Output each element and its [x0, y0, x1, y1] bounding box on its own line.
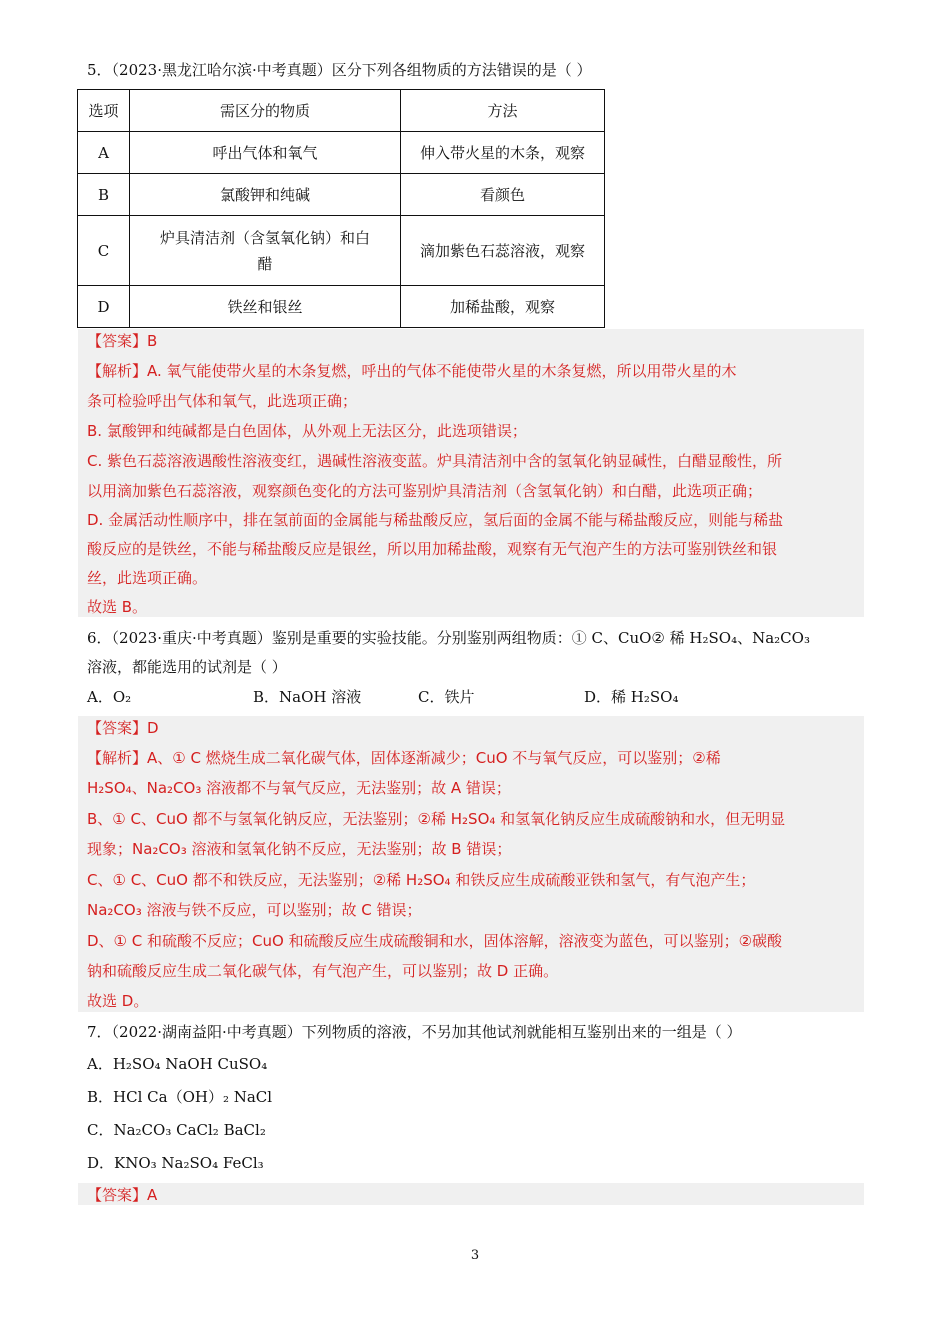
table-row: [78, 174, 605, 216]
q5-analysis-line: D. 金属活动性顺序中，排在氢前面的金属能与稀盐酸反应，氢后面的金属不能与稀盐酸反应，则能与稀盐: [87, 511, 784, 529]
q5-stem: 5．（2023·黑龙江哈尔滨·中考真题）区分下列各组物质的方法错误的是（ ）: [87, 61, 592, 79]
table-cell-substances: 铁丝和银丝: [130, 286, 401, 328]
table-header-option: 选项: [78, 90, 130, 132]
table-cell-method: 加稀盐酸，观察: [401, 286, 605, 328]
q5-analysis-line: 酸反应的是铁丝，不能与稀盐酸反应是银丝，所以用加稀盐酸，观察有无气泡产生的方法可鉴别铁丝和银: [87, 540, 778, 558]
q6-analysis-line: H₂SO₄、Na₂CO₃ 溶液都不与氧气反应，无法鉴别；故 A 错误；: [87, 779, 511, 797]
table-cell-substances: [130, 216, 401, 286]
q6-choice-a: A．O₂: [87, 688, 132, 706]
q6-choice-c: C．铁片: [418, 688, 475, 706]
table-cell-option: B: [78, 174, 130, 216]
q6-analysis-line: 钠和硫酸反应生成二氧化碳气体，有气泡产生，可以鉴别；故 D 正确。: [87, 962, 559, 980]
table-cell-method: 伸入带火星的木条，观察: [401, 132, 605, 174]
q6-answer: 【答案】D: [87, 719, 159, 737]
table-header-substances: 需区分的物质: [130, 90, 401, 132]
page-number: 3: [470, 1248, 480, 1263]
q6-stem-line1: 6．（2023·重庆·中考真题）鉴别是重要的实验技能。分别鉴别两组物质：① C、CuO② 稀 H₂SO₄、Na₂CO₃: [87, 629, 810, 647]
q6-analysis-conclusion: 故选 D。: [87, 992, 149, 1010]
table-row: [78, 286, 605, 328]
q6-analysis-line: 现象；Na₂CO₃ 溶液和氢氧化钠不反应，无法鉴别；故 B 错误；: [87, 840, 512, 858]
table-row: [78, 216, 605, 286]
q5-analysis-line: C. 紫色石蕊溶液遇酸性溶液变红，遇碱性溶液变蓝。炉具清洁剂中含的氢氧化钠显碱性，白醋显酸性，所: [87, 452, 783, 470]
q5-analysis-conclusion: 故选 B。: [87, 598, 148, 616]
q6-stem-line2: 溶液，都能选用的试剂是（ ）: [87, 658, 287, 676]
q6-analysis-line: Na₂CO₃ 溶液与铁不反应，可以鉴别；故 C 错误；: [87, 901, 422, 919]
table-cell-substances: 呼出气体和氧气: [130, 132, 401, 174]
q7-answer: 【答案】A: [87, 1186, 158, 1204]
q5-analysis-line: 【解析】A. 氧气能使带火星的木条复燃，呼出的气体不能使带火星的木条复燃，所以用带火星的木: [87, 362, 737, 380]
q6-analysis-line: D、① C 和硫酸不反应；CuO 和硫酸反应生成硫酸铜和水，固体溶解，溶液变为蓝色，可以鉴别；②碳酸: [87, 932, 783, 950]
table-cell-substances: 氯酸钾和纯碱: [130, 174, 401, 216]
q5-options-table: [77, 89, 605, 328]
q5-analysis-line: B. 氯酸钾和纯碱都是白色固体，从外观上无法区分，此选项错误；: [87, 422, 527, 440]
table-cell-substances-line1: 炉具清洁剂（含氢氧化钠）和白: [159, 228, 370, 247]
table-cell-substances-line2: 醋: [257, 254, 273, 273]
q5-answer: 【答案】B: [87, 332, 158, 350]
q5-analysis-line: 丝，此选项正确。: [87, 569, 208, 587]
table-cell-option: A: [78, 132, 130, 174]
table-row: [78, 132, 605, 174]
q6-analysis-line: B、① C、CuO 都不与氢氧化钠反应，无法鉴别；②稀 H₂SO₄ 和氢氧化钠反应生成硫酸钠和水，但无明显: [87, 810, 786, 828]
q6-choice-d: D．稀 H₂SO₄: [584, 688, 679, 706]
q7-stem: 7．（2022·湖南益阳·中考真题）下列物质的溶液，不另加其他试剂就能相互鉴别出来的一组是（ ）: [87, 1023, 742, 1041]
q6-analysis-line: C、① C、CuO 都不和铁反应，无法鉴别；②稀 H₂SO₄ 和铁反应生成硫酸亚铁和氢气，有气泡产生；: [87, 871, 756, 889]
table-cell-option: D: [78, 286, 130, 328]
q7-option-d: D．KNO₃ Na₂SO₄ FeCl₃: [87, 1154, 264, 1172]
q5-analysis-line: 以用滴加紫色石蕊溶液，观察颜色变化的方法可鉴别炉具清洁剂（含氢氧化钠）和白醋，此选项正确；: [87, 482, 763, 500]
q5-analysis-line: 条可检验呼出气体和氧气，此选项正确；: [87, 392, 358, 410]
table-cell-method: 看颜色: [401, 174, 605, 216]
table-header-method: 方法: [401, 90, 605, 132]
q7-option-b: B．HCl Ca（OH）₂ NaCl: [87, 1088, 273, 1106]
table-header-row: [78, 90, 605, 132]
q7-option-c: C．Na₂CO₃ CaCl₂ BaCl₂: [87, 1121, 266, 1139]
q7-answer-box: [78, 1183, 864, 1205]
q6-choice-b: B．NaOH 溶液: [253, 688, 362, 706]
q6-analysis-line: 【解析】A、① C 燃烧生成二氧化碳气体，固体逐渐减少；CuO 不与氧气反应，可以鉴别；②稀: [87, 749, 721, 767]
q7-option-a: A．H₂SO₄ NaOH CuSO₄: [87, 1055, 268, 1073]
table-cell-option: C: [78, 216, 130, 286]
table-cell-method: 滴加紫色石蕊溶液，观察: [401, 216, 605, 286]
